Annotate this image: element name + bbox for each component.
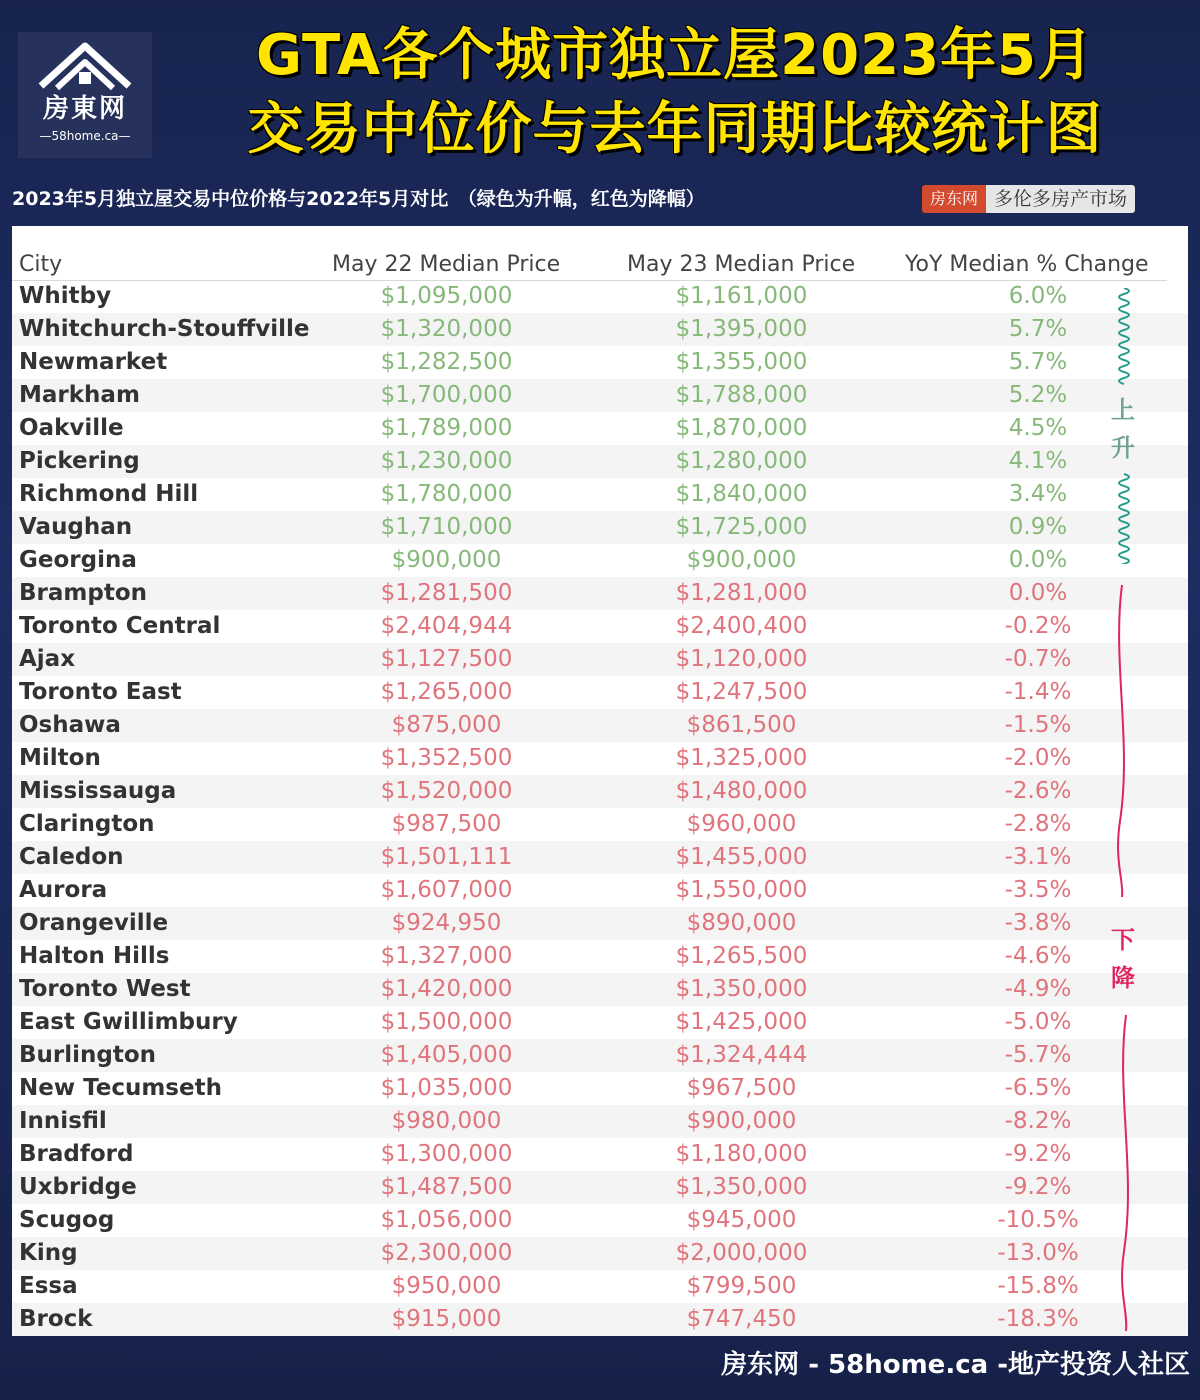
yoy-change-cell: -5.7% (1004, 1042, 1072, 1068)
city-cell: Halton Hills (19, 943, 170, 969)
may22-price-cell: $1,352,500 (380, 745, 513, 771)
may22-price-cell: $1,230,000 (380, 448, 513, 474)
may22-price-cell: $1,127,500 (380, 646, 513, 672)
yoy-change-cell: -2.0% (1004, 745, 1072, 771)
may22-price-cell: $1,789,000 (380, 415, 513, 441)
city-cell: Pickering (19, 448, 140, 474)
table-row (12, 1072, 1188, 1105)
city-cell: Georgina (19, 547, 137, 573)
city-cell: Mississauga (19, 778, 177, 804)
yoy-change-cell: -0.7% (1004, 646, 1072, 672)
yoy-change-cell: -18.3% (997, 1306, 1079, 1332)
table-row (12, 742, 1188, 775)
decrease-bracket-bottom (1112, 1011, 1138, 1336)
city-cell: Brampton (19, 580, 147, 606)
subtitle: 2023年5月独立屋交易中位价格与2022年5月对比 （绿色为升幅，红色为降幅） (12, 188, 705, 210)
city-cell: Vaughan (19, 514, 133, 540)
increase-label (1111, 391, 1135, 467)
may22-price-cell: $1,320,000 (380, 316, 513, 342)
may23-price-cell: $1,870,000 (675, 415, 808, 441)
table-header (12, 248, 1167, 281)
yoy-change-cell: -1.5% (1004, 712, 1072, 738)
brand-logo (18, 32, 152, 158)
table-row (12, 379, 1188, 412)
tag-brand: 房东网 (922, 185, 986, 213)
city-cell: Burlington (19, 1042, 157, 1068)
city-cell: Ajax (19, 646, 76, 672)
yoy-change-cell: -8.2% (1004, 1108, 1072, 1134)
may23-price-cell: $2,000,000 (675, 1240, 808, 1266)
footer-credit: 房东网 - 58home.ca -地产投资人社区 (721, 1350, 1190, 1380)
yoy-change-cell: 0.0% (1008, 580, 1068, 606)
city-cell: Whitchurch-Stouffville (19, 316, 310, 342)
yoy-change-cell: -13.0% (997, 1240, 1079, 1266)
city-cell: Toronto West (19, 976, 191, 1002)
table-row (12, 907, 1188, 940)
yoy-change-cell: -15.8% (997, 1273, 1079, 1299)
yoy-change-cell: 5.7% (1008, 349, 1068, 375)
city-cell: Toronto East (19, 679, 182, 705)
yoy-change-cell: -9.2% (1004, 1174, 1072, 1200)
may22-price-cell: $980,000 (391, 1108, 502, 1134)
city-cell: Caledon (19, 844, 124, 870)
may22-price-cell: $1,035,000 (380, 1075, 513, 1101)
yoy-change-cell: 6.0% (1008, 283, 1068, 309)
may22-price-cell: $900,000 (391, 547, 502, 573)
may23-price-cell: $1,161,000 (675, 283, 808, 309)
city-cell: Whitby (19, 283, 112, 309)
city-cell: Milton (19, 745, 101, 771)
table-row (12, 544, 1188, 577)
table-row (12, 1138, 1188, 1171)
city-cell: Richmond Hill (19, 481, 199, 507)
may22-price-cell: $1,500,000 (380, 1009, 513, 1035)
city-cell: Innisfil (19, 1108, 107, 1134)
house-roof-icon (33, 38, 137, 94)
may22-price-cell: $1,056,000 (380, 1207, 513, 1233)
city-cell: Oakville (19, 415, 124, 441)
may23-price-cell: $2,400,400 (675, 613, 808, 639)
increase-label-char-1: 上 (1111, 396, 1135, 424)
city-cell: Essa (19, 1273, 78, 1299)
may23-price-cell: $1,350,000 (675, 976, 808, 1002)
table-row (12, 346, 1188, 379)
may22-price-cell: $1,265,000 (380, 679, 513, 705)
column-header-change: YoY Median % Change (905, 252, 1149, 277)
yoy-change-cell: -3.5% (1004, 877, 1072, 903)
city-cell: King (19, 1240, 78, 1266)
table-row (12, 874, 1188, 907)
market-tag (922, 185, 1135, 213)
yoy-change-cell: 3.4% (1008, 481, 1068, 507)
table-row (12, 1171, 1188, 1204)
may22-price-cell: $1,405,000 (380, 1042, 513, 1068)
yoy-change-cell: -3.1% (1004, 844, 1072, 870)
table-row (12, 1204, 1188, 1237)
may22-price-cell: $1,420,000 (380, 976, 513, 1002)
may23-price-cell: $1,788,000 (675, 382, 808, 408)
city-cell: Uxbridge (19, 1174, 137, 1200)
may22-price-cell: $1,095,000 (380, 283, 513, 309)
increase-label-char-2: 升 (1111, 434, 1135, 462)
may23-price-cell: $890,000 (686, 910, 797, 936)
may23-price-cell: $1,280,000 (675, 448, 808, 474)
yoy-change-cell: -0.2% (1004, 613, 1072, 639)
yoy-change-cell: -6.5% (1004, 1075, 1072, 1101)
yoy-change-cell: 0.9% (1008, 514, 1068, 540)
yoy-change-cell: -2.6% (1004, 778, 1072, 804)
table-row (12, 280, 1188, 313)
may22-price-cell: $2,300,000 (380, 1240, 513, 1266)
table-row (12, 973, 1188, 1006)
city-cell: Scugog (19, 1207, 115, 1233)
city-cell: Brock (19, 1306, 93, 1332)
yoy-change-cell: -4.6% (1004, 943, 1072, 969)
may22-price-cell: $987,500 (391, 811, 502, 837)
table-row (12, 676, 1188, 709)
yoy-change-cell: -5.0% (1004, 1009, 1072, 1035)
may23-price-cell: $1,350,000 (675, 1174, 808, 1200)
table-row (12, 478, 1188, 511)
yoy-change-cell: -4.9% (1004, 976, 1072, 1002)
may23-price-cell: $747,450 (686, 1306, 797, 1332)
decrease-bracket-top (1110, 581, 1136, 901)
city-cell: Orangeville (19, 910, 169, 936)
table-row (12, 610, 1188, 643)
city-cell: Aurora (19, 877, 108, 903)
yoy-change-cell: 5.2% (1008, 382, 1068, 408)
may23-price-cell: $1,480,000 (675, 778, 808, 804)
yoy-change-cell: 4.1% (1008, 448, 1068, 474)
title-line-2: 交易中位价与去年同期比较统计图 (247, 97, 1103, 162)
price-table (12, 226, 1188, 1336)
may22-price-cell: $1,607,000 (380, 877, 513, 903)
table-row (12, 412, 1188, 445)
may23-price-cell: $1,425,000 (675, 1009, 808, 1035)
table-row (12, 1105, 1188, 1138)
may23-price-cell: $900,000 (686, 1108, 797, 1134)
may23-price-cell: $1,355,000 (675, 349, 808, 375)
table-row (12, 1270, 1188, 1303)
tag-text: 多伦多房产市场 (986, 185, 1135, 213)
yoy-change-cell: -1.4% (1004, 679, 1072, 705)
table-row (12, 577, 1188, 610)
table-row (12, 643, 1188, 676)
city-cell: East Gwillimbury (19, 1009, 238, 1035)
table-row (12, 445, 1188, 478)
city-cell: Newmarket (19, 349, 168, 375)
city-cell: Toronto Central (19, 613, 221, 639)
may22-price-cell: $2,404,944 (380, 613, 513, 639)
table-row (12, 808, 1188, 841)
may22-price-cell: $1,281,500 (380, 580, 513, 606)
table-row (12, 1303, 1188, 1336)
table-row (12, 775, 1188, 808)
table-row (12, 1006, 1188, 1039)
may23-price-cell: $1,455,000 (675, 844, 808, 870)
may23-price-cell: $1,247,500 (675, 679, 808, 705)
city-cell: New Tecumseth (19, 1075, 222, 1101)
table-row (12, 841, 1188, 874)
yoy-change-cell: 5.7% (1008, 316, 1068, 342)
column-header-may22: May 22 Median Price (332, 252, 561, 277)
city-cell: Clarington (19, 811, 155, 837)
may23-price-cell: $945,000 (686, 1207, 797, 1233)
may23-price-cell: $1,325,000 (675, 745, 808, 771)
table-row (12, 511, 1188, 544)
table-row (12, 940, 1188, 973)
may22-price-cell: $1,327,000 (380, 943, 513, 969)
may23-price-cell: $1,180,000 (675, 1141, 808, 1167)
may22-price-cell: $1,300,000 (380, 1141, 513, 1167)
decrease-label-char-2: 降 (1111, 964, 1135, 992)
may22-price-cell: $915,000 (391, 1306, 502, 1332)
column-header-may23: May 23 Median Price (627, 252, 856, 277)
logo-url: —58home.ca— (39, 129, 131, 143)
may22-price-cell: $950,000 (391, 1273, 502, 1299)
city-cell: Oshawa (19, 712, 121, 738)
table-row (12, 1039, 1188, 1072)
title-line-1: GTA各个城市独立屋2023年5月 (256, 23, 1094, 88)
may23-price-cell: $967,500 (686, 1075, 797, 1101)
may23-price-cell: $1,550,000 (675, 877, 808, 903)
may22-price-cell: $1,710,000 (380, 514, 513, 540)
may23-price-cell: $861,500 (686, 712, 797, 738)
decrease-label (1111, 921, 1135, 997)
yoy-change-cell: -9.2% (1004, 1141, 1072, 1167)
city-cell: Bradford (19, 1141, 134, 1167)
table-row (12, 709, 1188, 742)
may22-price-cell: $1,487,500 (380, 1174, 513, 1200)
table-row (12, 313, 1188, 346)
may23-price-cell: $1,840,000 (675, 481, 808, 507)
yoy-change-cell: -3.8% (1004, 910, 1072, 936)
may23-price-cell: $1,281,000 (675, 580, 808, 606)
may22-price-cell: $924,950 (391, 910, 502, 936)
decrease-label-char-1: 下 (1111, 926, 1135, 954)
may23-price-cell: $900,000 (686, 547, 797, 573)
may22-price-cell: $1,282,500 (380, 349, 513, 375)
yoy-change-cell: 0.0% (1008, 547, 1068, 573)
city-cell: Markham (19, 382, 140, 408)
yoy-change-cell: -10.5% (997, 1207, 1079, 1233)
may23-price-cell: $799,500 (686, 1273, 797, 1299)
column-header-city: City (19, 252, 63, 277)
may22-price-cell: $1,700,000 (380, 382, 513, 408)
may22-price-cell: $1,780,000 (380, 481, 513, 507)
may23-price-cell: $1,725,000 (675, 514, 808, 540)
may22-price-cell: $1,520,000 (380, 778, 513, 804)
may23-price-cell: $1,120,000 (675, 646, 808, 672)
yoy-change-cell: -2.8% (1004, 811, 1072, 837)
may22-price-cell: $875,000 (391, 712, 502, 738)
yoy-change-cell: 4.5% (1008, 415, 1068, 441)
may22-price-cell: $1,501,111 (380, 844, 513, 870)
may23-price-cell: $960,000 (686, 811, 797, 837)
logo-name: 房東网 (42, 94, 127, 124)
may23-price-cell: $1,265,500 (675, 943, 808, 969)
may23-price-cell: $1,395,000 (675, 316, 808, 342)
may23-price-cell: $1,324,444 (675, 1042, 808, 1068)
table-row (12, 1237, 1188, 1270)
